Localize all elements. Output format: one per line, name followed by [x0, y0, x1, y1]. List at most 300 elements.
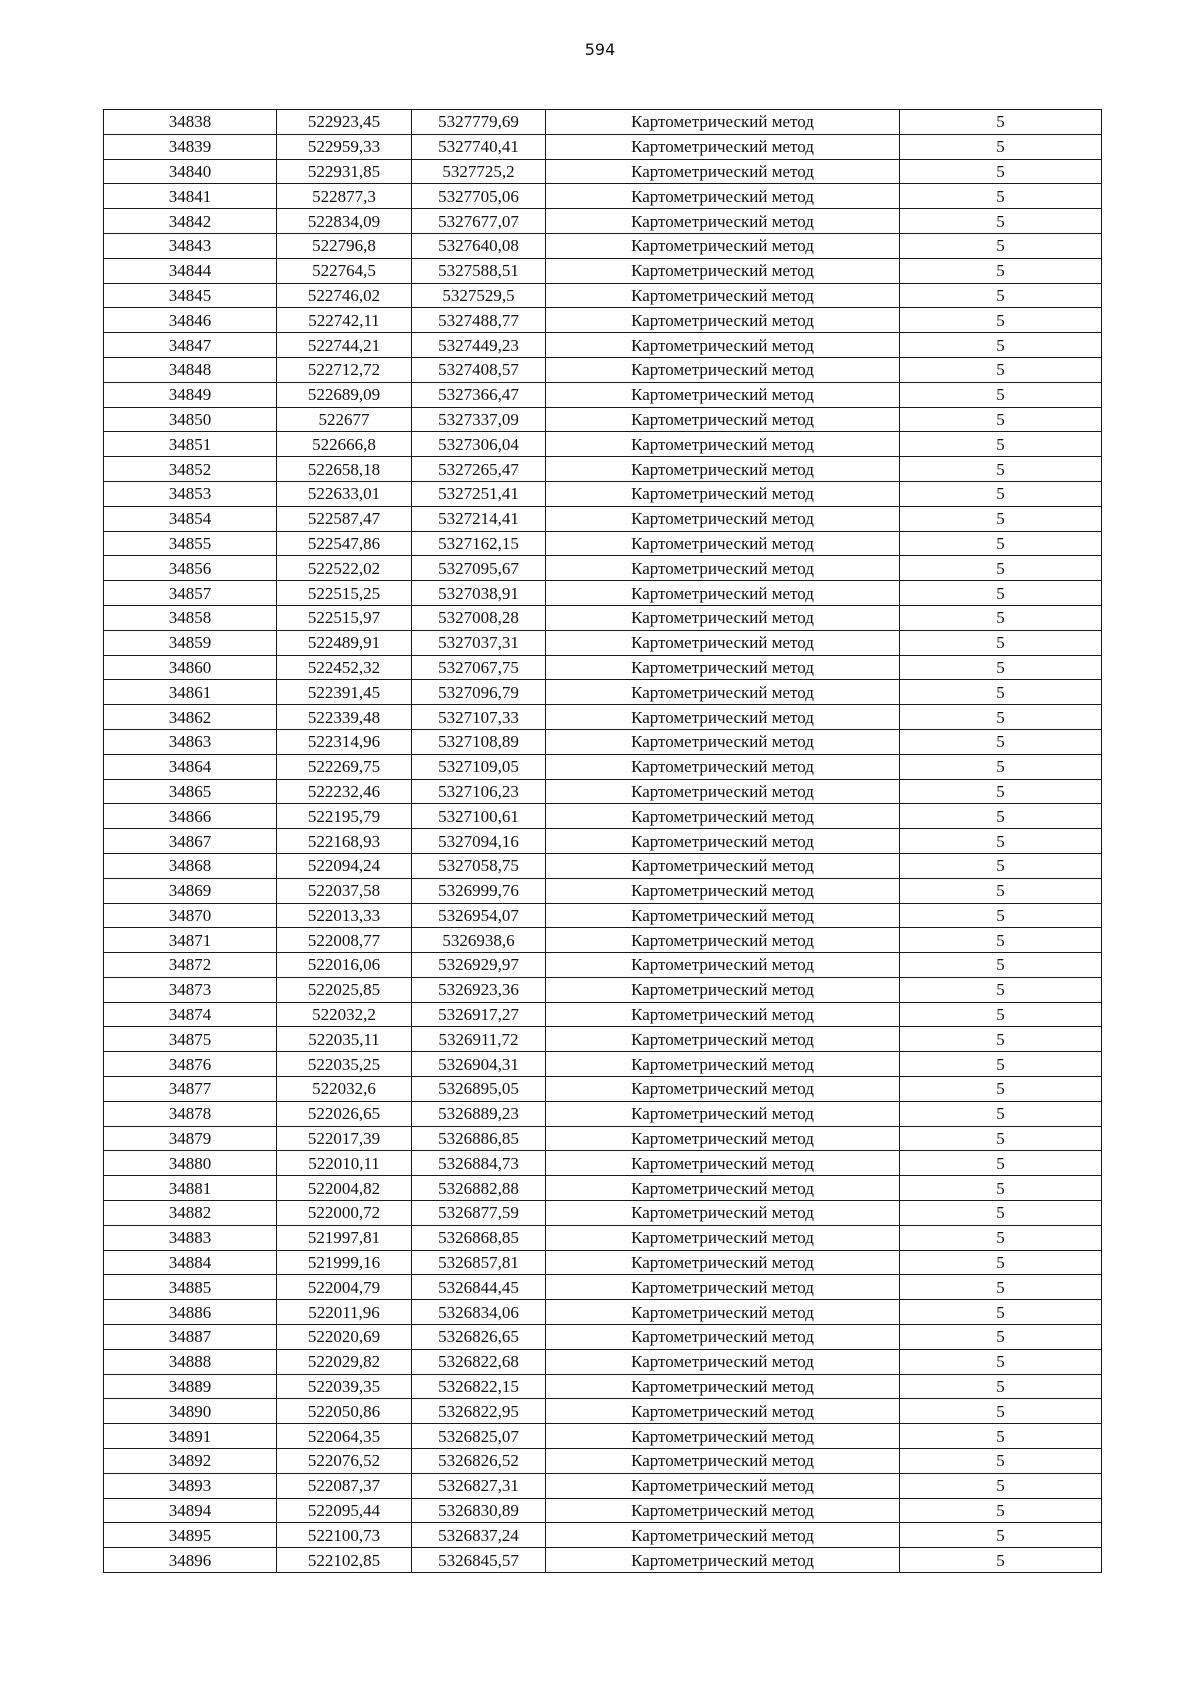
accuracy-cell: 5 — [900, 1523, 1102, 1548]
table-row — [104, 804, 1102, 829]
point-number-cell: 34864 — [104, 754, 277, 779]
table-row — [104, 1300, 1102, 1325]
x-coordinate-cell: 522035,11 — [277, 1027, 412, 1052]
x-coordinate-cell: 522032,6 — [277, 1077, 412, 1102]
coordinates-table — [103, 109, 1102, 1573]
y-coordinate-cell: 5327705,06 — [412, 184, 546, 209]
table-row — [104, 382, 1102, 407]
y-coordinate-cell: 5326884,73 — [412, 1151, 546, 1176]
point-number-cell: 34882 — [104, 1201, 277, 1226]
method-cell: Картометрический метод — [546, 1473, 900, 1498]
accuracy-cell: 5 — [900, 184, 1102, 209]
y-coordinate-cell: 5326825,07 — [412, 1424, 546, 1449]
point-number-cell: 34863 — [104, 729, 277, 754]
x-coordinate-cell: 522004,82 — [277, 1176, 412, 1201]
y-coordinate-cell: 5327094,16 — [412, 829, 546, 854]
accuracy-cell: 5 — [900, 1250, 1102, 1275]
table-row — [104, 209, 1102, 234]
x-coordinate-cell: 522269,75 — [277, 754, 412, 779]
point-number-cell: 34875 — [104, 1027, 277, 1052]
y-coordinate-cell: 5326845,57 — [412, 1548, 546, 1573]
method-cell: Картометрический метод — [546, 457, 900, 482]
x-coordinate-cell: 522016,06 — [277, 953, 412, 978]
y-coordinate-cell: 5327109,05 — [412, 754, 546, 779]
point-number-cell: 34839 — [104, 134, 277, 159]
point-number-cell: 34887 — [104, 1325, 277, 1350]
accuracy-cell: 5 — [900, 878, 1102, 903]
point-number-cell: 34886 — [104, 1300, 277, 1325]
x-coordinate-cell: 522039,35 — [277, 1374, 412, 1399]
x-coordinate-cell: 521997,81 — [277, 1225, 412, 1250]
table-row — [104, 233, 1102, 258]
accuracy-cell: 5 — [900, 481, 1102, 506]
y-coordinate-cell: 5327366,47 — [412, 382, 546, 407]
method-cell: Картометрический метод — [546, 630, 900, 655]
method-cell: Картометрический метод — [546, 1523, 900, 1548]
point-number-cell: 34860 — [104, 655, 277, 680]
y-coordinate-cell: 5327588,51 — [412, 258, 546, 283]
point-number-cell: 34892 — [104, 1449, 277, 1474]
x-coordinate-cell: 522010,11 — [277, 1151, 412, 1176]
accuracy-cell: 5 — [900, 779, 1102, 804]
table-row — [104, 1052, 1102, 1077]
x-coordinate-cell: 522633,01 — [277, 481, 412, 506]
point-number-cell: 34877 — [104, 1077, 277, 1102]
table-row — [104, 481, 1102, 506]
point-number-cell: 34841 — [104, 184, 277, 209]
y-coordinate-cell: 5327067,75 — [412, 655, 546, 680]
accuracy-cell: 5 — [900, 953, 1102, 978]
y-coordinate-cell: 5327740,41 — [412, 134, 546, 159]
x-coordinate-cell: 522064,35 — [277, 1424, 412, 1449]
point-number-cell: 34866 — [104, 804, 277, 829]
x-coordinate-cell: 522102,85 — [277, 1548, 412, 1573]
table-row — [104, 1250, 1102, 1275]
table-row — [104, 1126, 1102, 1151]
table-row — [104, 1498, 1102, 1523]
x-coordinate-cell: 522013,33 — [277, 903, 412, 928]
method-cell: Картометрический метод — [546, 333, 900, 358]
accuracy-cell: 5 — [900, 333, 1102, 358]
point-number-cell: 34896 — [104, 1548, 277, 1573]
method-cell: Картометрический метод — [546, 1101, 900, 1126]
method-cell: Картометрический метод — [546, 1548, 900, 1573]
accuracy-cell: 5 — [900, 1225, 1102, 1250]
x-coordinate-cell: 522029,82 — [277, 1349, 412, 1374]
accuracy-cell: 5 — [900, 531, 1102, 556]
y-coordinate-cell: 5326826,65 — [412, 1325, 546, 1350]
method-cell: Картометрический метод — [546, 1349, 900, 1374]
accuracy-cell: 5 — [900, 1449, 1102, 1474]
table-row — [104, 1548, 1102, 1573]
table-row — [104, 953, 1102, 978]
y-coordinate-cell: 5326877,59 — [412, 1201, 546, 1226]
x-coordinate-cell: 522712,72 — [277, 357, 412, 382]
y-coordinate-cell: 5327108,89 — [412, 729, 546, 754]
y-coordinate-cell: 5327337,09 — [412, 407, 546, 432]
table-row — [104, 878, 1102, 903]
accuracy-cell: 5 — [900, 1424, 1102, 1449]
table-row — [104, 1374, 1102, 1399]
accuracy-cell: 5 — [900, 110, 1102, 135]
table-row — [104, 705, 1102, 730]
table-row — [104, 258, 1102, 283]
accuracy-cell: 5 — [900, 1498, 1102, 1523]
y-coordinate-cell: 5327058,75 — [412, 853, 546, 878]
x-coordinate-cell: 522339,48 — [277, 705, 412, 730]
x-coordinate-cell: 522094,24 — [277, 853, 412, 878]
x-coordinate-cell: 522314,96 — [277, 729, 412, 754]
table-row — [104, 308, 1102, 333]
x-coordinate-cell: 522689,09 — [277, 382, 412, 407]
x-coordinate-cell: 522026,65 — [277, 1101, 412, 1126]
y-coordinate-cell: 5326917,27 — [412, 1002, 546, 1027]
accuracy-cell: 5 — [900, 853, 1102, 878]
accuracy-cell: 5 — [900, 829, 1102, 854]
point-number-cell: 34880 — [104, 1151, 277, 1176]
point-number-cell: 34840 — [104, 159, 277, 184]
table-row — [104, 754, 1102, 779]
table-row — [104, 1225, 1102, 1250]
method-cell: Картометрический метод — [546, 1449, 900, 1474]
accuracy-cell: 5 — [900, 1002, 1102, 1027]
method-cell: Картометрический метод — [546, 1225, 900, 1250]
x-coordinate-cell: 522746,02 — [277, 283, 412, 308]
x-coordinate-cell: 522008,77 — [277, 928, 412, 953]
table-row — [104, 1473, 1102, 1498]
point-number-cell: 34870 — [104, 903, 277, 928]
x-coordinate-cell: 522742,11 — [277, 308, 412, 333]
y-coordinate-cell: 5327725,2 — [412, 159, 546, 184]
point-number-cell: 34889 — [104, 1374, 277, 1399]
method-cell: Картометрический метод — [546, 878, 900, 903]
table-row — [104, 283, 1102, 308]
y-coordinate-cell: 5327107,33 — [412, 705, 546, 730]
method-cell: Картометрический метод — [546, 1325, 900, 1350]
accuracy-cell: 5 — [900, 903, 1102, 928]
accuracy-cell: 5 — [900, 1473, 1102, 1498]
x-coordinate-cell: 522796,8 — [277, 233, 412, 258]
method-cell: Картометрический метод — [546, 1399, 900, 1424]
y-coordinate-cell: 5327488,77 — [412, 308, 546, 333]
y-coordinate-cell: 5327677,07 — [412, 209, 546, 234]
method-cell: Картометрический метод — [546, 531, 900, 556]
x-coordinate-cell: 522587,47 — [277, 506, 412, 531]
x-coordinate-cell: 522923,45 — [277, 110, 412, 135]
method-cell: Картометрический метод — [546, 1077, 900, 1102]
table-row — [104, 1424, 1102, 1449]
method-cell: Картометрический метод — [546, 1151, 900, 1176]
x-coordinate-cell: 522020,69 — [277, 1325, 412, 1350]
x-coordinate-cell: 522011,96 — [277, 1300, 412, 1325]
accuracy-cell: 5 — [900, 1176, 1102, 1201]
point-number-cell: 34888 — [104, 1349, 277, 1374]
table-row — [104, 729, 1102, 754]
y-coordinate-cell: 5326868,85 — [412, 1225, 546, 1250]
point-number-cell: 34861 — [104, 680, 277, 705]
x-coordinate-cell: 522025,85 — [277, 977, 412, 1002]
y-coordinate-cell: 5327265,47 — [412, 457, 546, 482]
table-row — [104, 1027, 1102, 1052]
table-row — [104, 1201, 1102, 1226]
table-row — [104, 581, 1102, 606]
point-number-cell: 34867 — [104, 829, 277, 854]
method-cell: Картометрический метод — [546, 953, 900, 978]
point-number-cell: 34868 — [104, 853, 277, 878]
table-row — [104, 159, 1102, 184]
table-row — [104, 1151, 1102, 1176]
x-coordinate-cell: 522677 — [277, 407, 412, 432]
method-cell: Картометрический метод — [546, 209, 900, 234]
y-coordinate-cell: 5327214,41 — [412, 506, 546, 531]
x-coordinate-cell: 522877,3 — [277, 184, 412, 209]
table-row — [104, 184, 1102, 209]
table-row — [104, 1399, 1102, 1424]
x-coordinate-cell: 522195,79 — [277, 804, 412, 829]
accuracy-cell: 5 — [900, 605, 1102, 630]
accuracy-cell: 5 — [900, 804, 1102, 829]
table-row — [104, 134, 1102, 159]
x-coordinate-cell: 522764,5 — [277, 258, 412, 283]
point-number-cell: 34884 — [104, 1250, 277, 1275]
point-number-cell: 34885 — [104, 1275, 277, 1300]
y-coordinate-cell: 5327251,41 — [412, 481, 546, 506]
method-cell: Картометрический метод — [546, 605, 900, 630]
method-cell: Картометрический метод — [546, 655, 900, 680]
table-row — [104, 357, 1102, 382]
table-row — [104, 531, 1102, 556]
method-cell: Картометрический метод — [546, 481, 900, 506]
y-coordinate-cell: 5326886,85 — [412, 1126, 546, 1151]
table-row — [104, 506, 1102, 531]
table-row — [104, 680, 1102, 705]
table-row — [104, 432, 1102, 457]
point-number-cell: 34843 — [104, 233, 277, 258]
table-row — [104, 1275, 1102, 1300]
x-coordinate-cell: 522666,8 — [277, 432, 412, 457]
accuracy-cell: 5 — [900, 506, 1102, 531]
accuracy-cell: 5 — [900, 729, 1102, 754]
accuracy-cell: 5 — [900, 1325, 1102, 1350]
point-number-cell: 34844 — [104, 258, 277, 283]
method-cell: Картометрический метод — [546, 382, 900, 407]
x-coordinate-cell: 522515,25 — [277, 581, 412, 606]
x-coordinate-cell: 522000,72 — [277, 1201, 412, 1226]
point-number-cell: 34847 — [104, 333, 277, 358]
accuracy-cell: 5 — [900, 283, 1102, 308]
point-number-cell: 34878 — [104, 1101, 277, 1126]
y-coordinate-cell: 5326954,07 — [412, 903, 546, 928]
point-number-cell: 34881 — [104, 1176, 277, 1201]
method-cell: Картометрический метод — [546, 1498, 900, 1523]
y-coordinate-cell: 5327106,23 — [412, 779, 546, 804]
table-row — [104, 1449, 1102, 1474]
accuracy-cell: 5 — [900, 134, 1102, 159]
x-coordinate-cell: 522168,93 — [277, 829, 412, 854]
accuracy-cell: 5 — [900, 209, 1102, 234]
point-number-cell: 34876 — [104, 1052, 277, 1077]
point-number-cell: 34890 — [104, 1399, 277, 1424]
y-coordinate-cell: 5327640,08 — [412, 233, 546, 258]
y-coordinate-cell: 5327408,57 — [412, 357, 546, 382]
y-coordinate-cell: 5326929,97 — [412, 953, 546, 978]
point-number-cell: 34838 — [104, 110, 277, 135]
accuracy-cell: 5 — [900, 1151, 1102, 1176]
accuracy-cell: 5 — [900, 1052, 1102, 1077]
y-coordinate-cell: 5327008,28 — [412, 605, 546, 630]
x-coordinate-cell: 522834,09 — [277, 209, 412, 234]
x-coordinate-cell: 522032,2 — [277, 1002, 412, 1027]
method-cell: Картометрический метод — [546, 1126, 900, 1151]
table-row — [104, 1101, 1102, 1126]
accuracy-cell: 5 — [900, 1548, 1102, 1573]
accuracy-cell: 5 — [900, 581, 1102, 606]
method-cell: Картометрический метод — [546, 283, 900, 308]
table-row — [104, 556, 1102, 581]
accuracy-cell: 5 — [900, 1399, 1102, 1424]
method-cell: Картометрический метод — [546, 1424, 900, 1449]
y-coordinate-cell: 5327037,31 — [412, 630, 546, 655]
point-number-cell: 34852 — [104, 457, 277, 482]
accuracy-cell: 5 — [900, 928, 1102, 953]
x-coordinate-cell: 522515,97 — [277, 605, 412, 630]
table-row — [104, 333, 1102, 358]
point-number-cell: 34873 — [104, 977, 277, 1002]
table-row — [104, 655, 1102, 680]
y-coordinate-cell: 5327162,15 — [412, 531, 546, 556]
method-cell: Картометрический метод — [546, 432, 900, 457]
accuracy-cell: 5 — [900, 754, 1102, 779]
method-cell: Картометрический метод — [546, 556, 900, 581]
method-cell: Картометрический метод — [546, 853, 900, 878]
method-cell: Картометрический метод — [546, 754, 900, 779]
method-cell: Картометрический метод — [546, 1300, 900, 1325]
method-cell: Картометрический метод — [546, 159, 900, 184]
method-cell: Картометрический метод — [546, 258, 900, 283]
accuracy-cell: 5 — [900, 655, 1102, 680]
table-row — [104, 1176, 1102, 1201]
x-coordinate-cell: 522017,39 — [277, 1126, 412, 1151]
accuracy-cell: 5 — [900, 1027, 1102, 1052]
accuracy-cell: 5 — [900, 977, 1102, 1002]
method-cell: Картометрический метод — [546, 506, 900, 531]
x-coordinate-cell: 522087,37 — [277, 1473, 412, 1498]
accuracy-cell: 5 — [900, 1275, 1102, 1300]
method-cell: Картометрический метод — [546, 680, 900, 705]
y-coordinate-cell: 5327306,04 — [412, 432, 546, 457]
table-row — [104, 1523, 1102, 1548]
method-cell: Картометрический метод — [546, 1374, 900, 1399]
y-coordinate-cell: 5326826,52 — [412, 1449, 546, 1474]
point-number-cell: 34893 — [104, 1473, 277, 1498]
method-cell: Картометрический метод — [546, 357, 900, 382]
table-row — [104, 1325, 1102, 1350]
point-number-cell: 34845 — [104, 283, 277, 308]
point-number-cell: 34842 — [104, 209, 277, 234]
point-number-cell: 34857 — [104, 581, 277, 606]
accuracy-cell: 5 — [900, 357, 1102, 382]
y-coordinate-cell: 5327449,23 — [412, 333, 546, 358]
table-row — [104, 1349, 1102, 1374]
method-cell: Картометрический метод — [546, 1275, 900, 1300]
y-coordinate-cell: 5326857,81 — [412, 1250, 546, 1275]
accuracy-cell: 5 — [900, 1349, 1102, 1374]
coordinates-table-body — [104, 110, 1102, 1573]
y-coordinate-cell: 5326837,24 — [412, 1523, 546, 1548]
accuracy-cell: 5 — [900, 680, 1102, 705]
y-coordinate-cell: 5326895,05 — [412, 1077, 546, 1102]
table-row — [104, 605, 1102, 630]
method-cell: Картометрический метод — [546, 581, 900, 606]
table-row — [104, 903, 1102, 928]
point-number-cell: 34851 — [104, 432, 277, 457]
table-row — [104, 829, 1102, 854]
x-coordinate-cell: 522391,45 — [277, 680, 412, 705]
method-cell: Картометрический метод — [546, 1002, 900, 1027]
y-coordinate-cell: 5326923,36 — [412, 977, 546, 1002]
x-coordinate-cell: 522489,91 — [277, 630, 412, 655]
point-number-cell: 34895 — [104, 1523, 277, 1548]
y-coordinate-cell: 5327529,5 — [412, 283, 546, 308]
table-row — [104, 853, 1102, 878]
x-coordinate-cell: 522050,86 — [277, 1399, 412, 1424]
accuracy-cell: 5 — [900, 457, 1102, 482]
accuracy-cell: 5 — [900, 1101, 1102, 1126]
method-cell: Картометрический метод — [546, 233, 900, 258]
table-row — [104, 977, 1102, 1002]
point-number-cell: 34891 — [104, 1424, 277, 1449]
x-coordinate-cell: 522035,25 — [277, 1052, 412, 1077]
y-coordinate-cell: 5326834,06 — [412, 1300, 546, 1325]
accuracy-cell: 5 — [900, 1126, 1102, 1151]
accuracy-cell: 5 — [900, 1077, 1102, 1102]
point-number-cell: 34859 — [104, 630, 277, 655]
x-coordinate-cell: 522522,02 — [277, 556, 412, 581]
method-cell: Картометрический метод — [546, 729, 900, 754]
point-number-cell: 34850 — [104, 407, 277, 432]
method-cell: Картометрический метод — [546, 407, 900, 432]
method-cell: Картометрический метод — [546, 829, 900, 854]
point-number-cell: 34854 — [104, 506, 277, 531]
y-coordinate-cell: 5326938,6 — [412, 928, 546, 953]
point-number-cell: 34871 — [104, 928, 277, 953]
method-cell: Картометрический метод — [546, 705, 900, 730]
x-coordinate-cell: 522095,44 — [277, 1498, 412, 1523]
x-coordinate-cell: 522100,73 — [277, 1523, 412, 1548]
point-number-cell: 34865 — [104, 779, 277, 804]
accuracy-cell: 5 — [900, 432, 1102, 457]
x-coordinate-cell: 522931,85 — [277, 159, 412, 184]
table-row — [104, 779, 1102, 804]
accuracy-cell: 5 — [900, 258, 1102, 283]
y-coordinate-cell: 5326822,68 — [412, 1349, 546, 1374]
method-cell: Картометрический метод — [546, 977, 900, 1002]
point-number-cell: 34872 — [104, 953, 277, 978]
y-coordinate-cell: 5326882,88 — [412, 1176, 546, 1201]
point-number-cell: 34846 — [104, 308, 277, 333]
method-cell: Картометрический метод — [546, 1027, 900, 1052]
x-coordinate-cell: 522037,58 — [277, 878, 412, 903]
point-number-cell: 34869 — [104, 878, 277, 903]
point-number-cell: 34862 — [104, 705, 277, 730]
accuracy-cell: 5 — [900, 1201, 1102, 1226]
accuracy-cell: 5 — [900, 159, 1102, 184]
point-number-cell: 34853 — [104, 481, 277, 506]
y-coordinate-cell: 5326830,89 — [412, 1498, 546, 1523]
method-cell: Картометрический метод — [546, 779, 900, 804]
accuracy-cell: 5 — [900, 233, 1102, 258]
point-number-cell: 34849 — [104, 382, 277, 407]
